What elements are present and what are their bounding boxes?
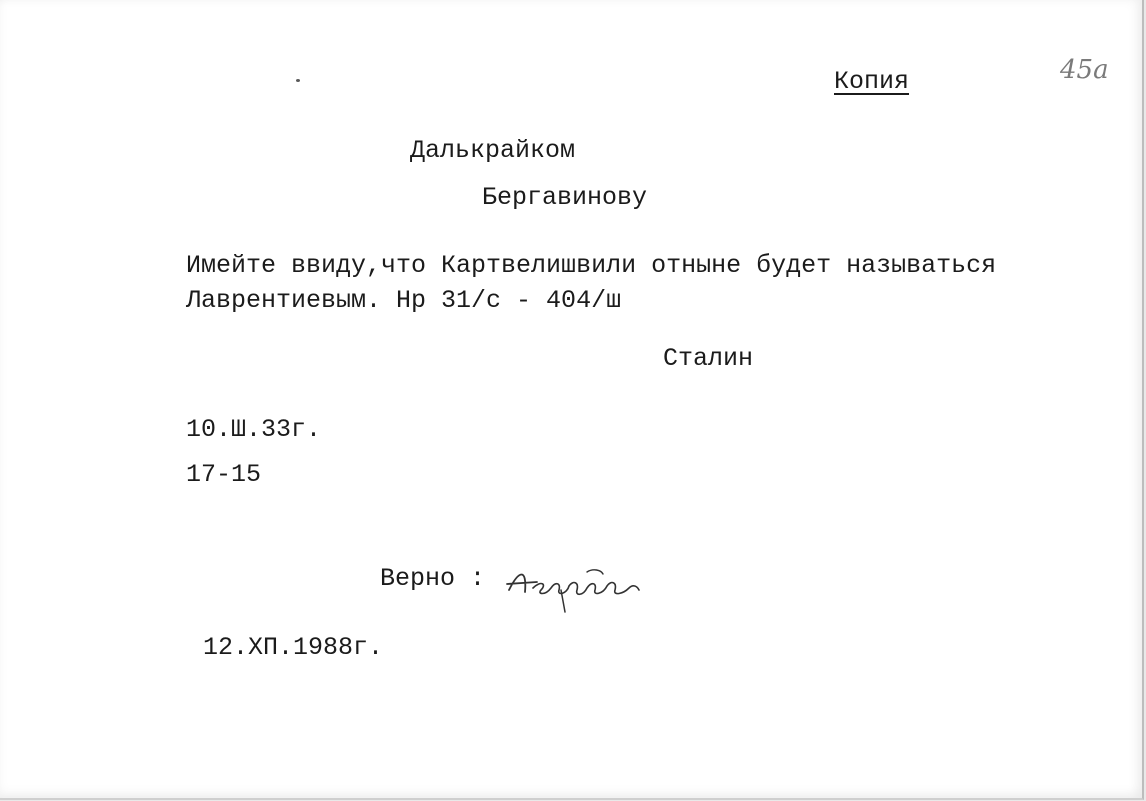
copy-mark: Копия: [834, 67, 910, 96]
message-date: 10.Ш.33г.: [186, 415, 322, 444]
handwritten-signature: [503, 560, 653, 620]
recipient-organization: Далькрайком: [410, 136, 576, 165]
handwritten-page-number: [1058, 50, 1118, 90]
certified-label: Верно :: [380, 564, 486, 593]
sender-name: Сталин: [663, 344, 754, 373]
certified-date: 12.ХП.1988г.: [203, 633, 384, 662]
handwritten-page-number-text: 45а: [1060, 55, 1109, 85]
message-time: 17-15: [186, 460, 262, 489]
message-line-1: Имейте ввиду,что Картвелишвили отныне будет называться: [186, 251, 997, 280]
paper-speck: [296, 79, 300, 82]
recipient-name: Бергавинову: [482, 183, 648, 212]
message-line-2: Лаврентиевым. Нр 31/с - 404/ш: [186, 286, 622, 315]
